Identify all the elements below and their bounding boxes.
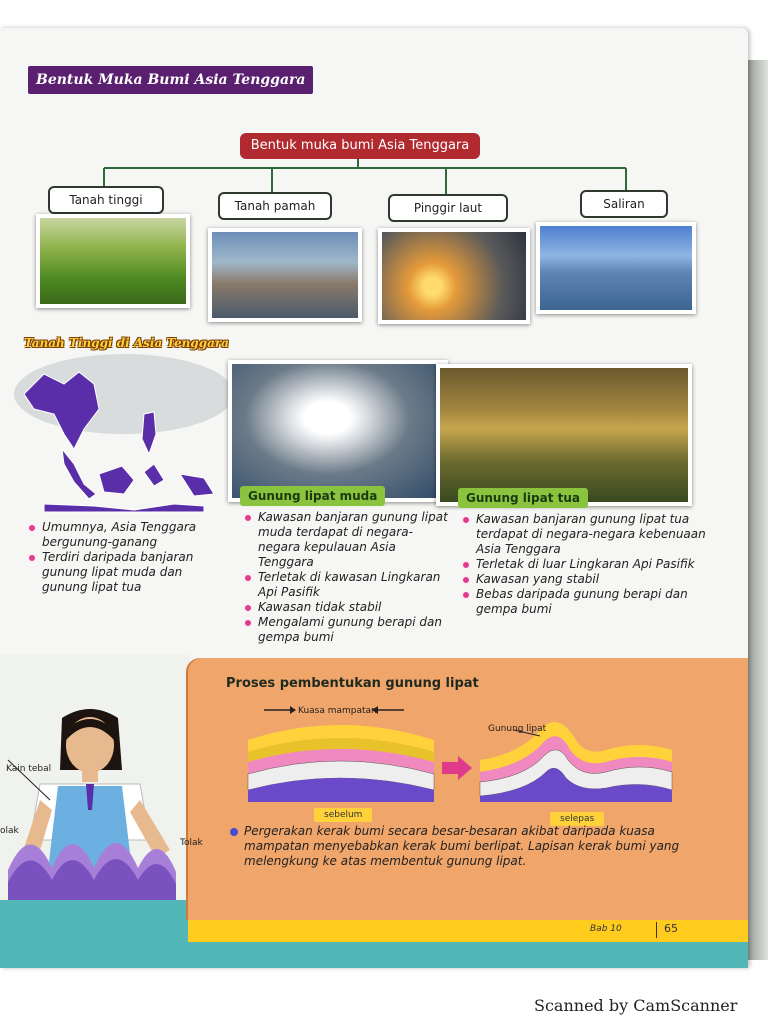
list-item: Kawasan yang stabil xyxy=(462,572,708,587)
section-heading: Bentuk Muka Bumi Asia Tenggara xyxy=(28,66,313,94)
chapter-label: Bab 10 xyxy=(590,924,622,934)
tree-node-saliran: Saliran xyxy=(580,190,668,218)
layers-before xyxy=(248,725,434,802)
tag-before: sebelum xyxy=(314,808,372,822)
southeast-asia-map xyxy=(4,354,230,514)
process-description: Pergerakan kerak bumi secara besar-besaran akibat daripada kuasa mampatan menyebabkan kerak bumi berlipat. Lapisan kerak bumi yang melengkung ke atas membentuk gunung lipat. xyxy=(244,824,692,869)
list-item: Kawasan banjaran gunung lipat muda terdapat di negara-negara kepulauan Asia Tenggara xyxy=(244,510,454,570)
label-force: Kuasa mampatan xyxy=(298,706,377,716)
highland-heading: Tanah Tinggi di Asia Tenggara xyxy=(24,336,229,350)
list-item: Kawasan banjaran gunung lipat tua terdapat di negara-negara kebenuaan Asia Tenggara xyxy=(462,512,708,557)
photo-volcano-steam xyxy=(228,360,448,502)
process-title: Proses pembentukan gunung lipat xyxy=(226,676,479,691)
tree-root-node: Bentuk muka bumi Asia Tenggara xyxy=(240,133,480,159)
highland-general-list xyxy=(28,520,214,595)
list-item: Umumnya, Asia Tenggara bergunung-ganang xyxy=(28,520,214,550)
list-item: Terdiri daripada banjaran gunung lipat muda dan gunung lipat tua xyxy=(28,550,214,595)
scanner-watermark: Scanned by CamScanner xyxy=(534,996,738,1015)
layers-after xyxy=(480,722,672,802)
label-tolak-left: olak xyxy=(0,826,19,836)
photo-highland-tea-plantation xyxy=(36,214,190,308)
photo-coast-sunset xyxy=(378,228,530,324)
page-number: 65 xyxy=(664,922,678,935)
list-item: Terletak di luar Lingkaran Api Pasifik xyxy=(462,557,708,572)
list-item: Mengalami gunung berapi dan gempa bumi xyxy=(244,615,454,645)
tag-old-fold-mountain: Gunung lipat tua xyxy=(458,488,588,508)
label-fold-mountain: Gunung lipat xyxy=(488,724,547,734)
list-item: Kawasan tidak stabil xyxy=(244,600,454,615)
photo-river xyxy=(536,222,696,314)
label-kain-tebal: Kain tebal xyxy=(6,764,52,774)
tree-node-tanah-pamah: Tanah pamah xyxy=(218,192,332,220)
tag-after: selepas xyxy=(550,812,604,826)
list-item: Terletak di kawasan Lingkaran Api Pasifik xyxy=(244,570,454,600)
footer-separator xyxy=(656,922,657,938)
tree-node-tanah-tinggi: Tanah tinggi xyxy=(48,186,164,214)
old-fold-list xyxy=(462,512,708,617)
tree-node-pinggir-laut: Pinggir laut xyxy=(388,194,508,222)
tag-young-fold-mountain: Gunung lipat muda xyxy=(240,486,385,506)
label-tolak-right: Tolak xyxy=(180,838,203,848)
fold-process-diagram xyxy=(240,700,690,810)
young-fold-list xyxy=(244,510,454,645)
girl-folding-cloth-illustration xyxy=(0,700,200,910)
list-item: Bebas daripada gunung berapi dan gempa bumi xyxy=(462,587,708,617)
photo-old-fold-mountains xyxy=(436,364,692,506)
photo-lowland-boat xyxy=(208,228,362,322)
